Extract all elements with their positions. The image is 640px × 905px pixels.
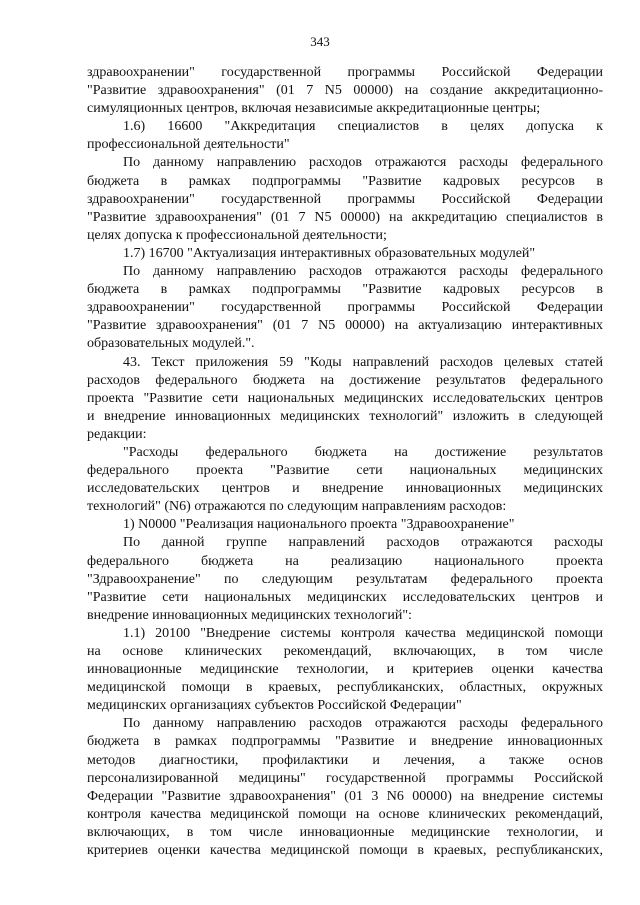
text-line: и внедрение инновационных медицинских технологий" изложить в следующей xyxy=(87,408,603,424)
text-line: бюджета в рамках подпрограммы "Развитие кадровых ресурсов в xyxy=(87,282,603,298)
text-line: 1) N0000 "Реализация национального проекта "Здравоохранение" xyxy=(123,517,515,533)
text-line: По данному направлению расходов отражаются расходы федерального xyxy=(123,155,603,171)
text-line: инновационные медицинские технологии, и критериев оценки качества xyxy=(87,662,603,678)
text-line: По данной группе направлений расходов отражаются расходы xyxy=(123,535,603,551)
text-line: технологий" (N6) отражаются по следующим направлениям расходов: xyxy=(87,499,507,515)
text-line: образовательных модулей.". xyxy=(87,336,255,352)
text-line: расходов федерального бюджета на достижение результатов федерального xyxy=(87,372,603,388)
text-line: "Развитие здравоохранения" (01 7 N5 00000) на аккредитацию специалистов в xyxy=(87,209,603,225)
text-line: целях допуска к профессиональной деятельности; xyxy=(87,227,387,243)
text-line: здравоохранении" государственной программы Российской Федерации xyxy=(87,191,603,207)
text-line: "Расходы федерального бюджета на достижение результатов xyxy=(123,444,603,460)
text-line: федерального бюджета на реализацию национального проекта xyxy=(87,553,603,569)
text-line: профессиональной деятельности" xyxy=(87,137,290,153)
text-line: критериев оценки качества медицинской помощи в краевых, республиканских, xyxy=(87,843,603,859)
text-line: бюджета в рамках подпрограммы "Развитие кадровых ресурсов в xyxy=(87,173,603,189)
text-line: персонализированной медицины" государственной программы Российской xyxy=(87,770,603,786)
text-line: бюджета в рамках подпрограммы "Развитие и внедрение инновационных xyxy=(87,734,603,750)
text-line: на основе клинических рекомендаций, включающих, в том числе xyxy=(87,644,603,659)
text-line: Федерации "Развитие здравоохранения" (01 3 N6 00000) на внедрение системы xyxy=(87,788,603,804)
text-line: "Здравоохранение" по следующим результатам федерального проекта xyxy=(87,571,603,587)
document-body xyxy=(87,64,603,860)
text-line: симуляционных центров, включая независимые аккредитационные центры; xyxy=(87,101,541,117)
text-line: По данному направлению расходов отражаются расходы федерального xyxy=(123,264,603,280)
text-line: По данному направлению расходов отражаются расходы федерального xyxy=(123,716,603,732)
text-line: медицинских организациях субъектов Российской Федерации" xyxy=(87,698,462,714)
text-line: 1.1) 20100 "Внедрение системы контроля качества медицинской помощи xyxy=(123,625,603,641)
text-line: методов диагностики, профилактики и лечения, а также основ xyxy=(87,752,603,768)
text-line: включающих, в том числе инновационные медицинские технологии, и xyxy=(87,824,603,840)
text-line: 1.6) 16600 "Аккредитация специалистов в целях допуска к xyxy=(123,119,603,135)
text-line: "Развитие здравоохранения" (01 7 N5 00000) на актуализацию интерактивных xyxy=(87,318,603,334)
text-line: медицинской помощи в краевых, республиканских, областных, окружных xyxy=(87,680,603,696)
text-line: исследовательских центров и внедрение инновационных медицинских xyxy=(87,481,603,497)
text-line: здравоохранении" государственной программы Российской Федерации xyxy=(87,300,603,316)
text-line: редакции: xyxy=(87,426,147,442)
text-line: 43. Текст приложения 59 "Коды направлений расходов целевых статей xyxy=(123,354,603,370)
text-line: федерального проекта "Развитие сети национальных медицинских xyxy=(87,463,603,479)
text-line: здравоохранении" государственной программы Российской Федерации xyxy=(87,65,603,80)
text-line: контроля качества медицинской помощи на основе клинических рекомендаций, xyxy=(87,806,603,822)
text-line: "Развитие здравоохранения" (01 7 N5 00000) на создание аккредитационно- xyxy=(87,83,603,99)
text-line: "Развитие сети национальных медицинских исследовательских центров и xyxy=(87,589,603,605)
text-line: проекта "Развитие сети национальных медицинских исследовательских центров xyxy=(87,390,603,406)
page-number: 343 xyxy=(310,34,330,49)
text-line: 1.7) 16700 "Актуализация интерактивных образовательных модулей" xyxy=(123,245,536,261)
text-line: внедрение инновационных медицинских технологий": xyxy=(87,607,412,623)
